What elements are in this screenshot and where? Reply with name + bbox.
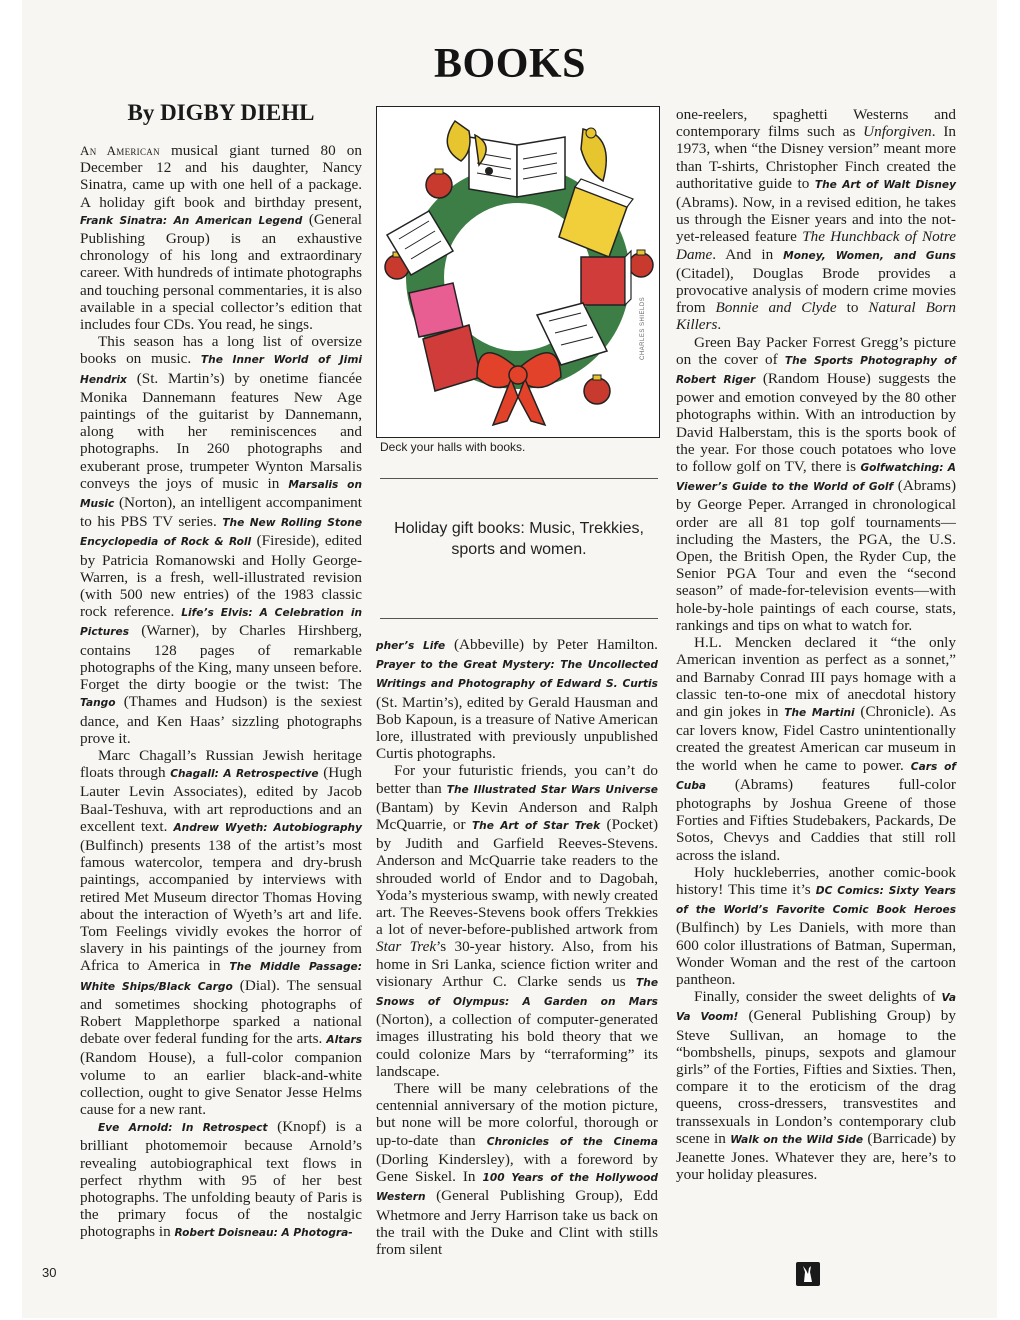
article-paragraph: one-reelers, spaghetti Westerns and contemporary films such as Unforgiven. In 1973, when “the Disney version” meant more than T-shirts, Christopher Finch created the authoritative guide to The Art of Walt Disney (Abrams). Now, in a revised edition, he takes us through the Eisner years and into the not-yet-released feature The Hunchback of Notre Dame. And in Money, Women, and Guns (Citadel), Douglas Brode provides a provocative analysis of modern crime movies from Bonnie and Clyde to Natural Born Killers.: [676, 106, 956, 334]
article-paragraph: For your futuristic friends, you can’t do better than The Illustrated Star Wars Universe (Bantam) by Kevin Anderson and Ralph McQuarrie, or The Art of Star Trek (Pocket) by Judith and Garfield Reeves-Stevens. Anderson and McQuarrie take readers to the shrouded world of Endor and to Dagobah, Yoda’s mysterious swamp, with newly created art. The Reeves-Stevens book offers Trekkies a lot of never-before-published artwork from Star Trek’s 30-year history. Also, from his home in Sri Lanka, science fiction writer and visionary Arthur C. Clarke sends us The Snows of Olympus: A Garden on Mars (Norton), a collection of computer-generated images illustrating his bold theory that we could colonize Mars by “terraforming” its landscape.: [376, 762, 659, 1080]
pull-quote-rule-top: [380, 478, 658, 479]
illustration-credit: CHARLES SHIELDS: [640, 296, 646, 360]
article-paragraph: There will be many celebrations of the centennial anniversary of the motion picture, but none will be more colorful, thorough or up-to-date than Chronicles of the Cinema (Dorling Kindersley), with a foreword by Gene Siskel. In 100 Years of the Hollywood Western (General Publishing Group), Edd Whetmore and Jerry Harrison take us back on the trail with the Duke and Clint with stills from silent: [376, 1080, 659, 1258]
article-paragraph: Marc Chagall’s Russian Jewish heritage floats through Chagall: A Retrospective (Hugh Lauter Levin Associates), edited by Jacob Baal-Teshuva, with art reproductions and an excellent text. Andrew Wyeth: Autobiography (Bulfinch) presents 138 of the artist’s most famous watercolor, tempera and dry-brush paintings, accompanied by interviews with retired Met Museum director Thomas Hoving about the interaction of Wyeth’s art and life. Tom Feelings vividly evokes the horror of slavery in his paintings of the journey from Africa to America in The Middle Passage: White Ships/Black Cargo (Dial). The sensual and sometimes shocking photographs of Robert Mapplethorpe sparked a national debate over federal funding for the arts. Altars (Random House), a full-color companion volume to an earlier black-and-white collection, ought to give Senator Jesse Helms cause for a new rant.: [80, 746, 363, 1118]
article-paragraph: H.L. Mencken declared it “the only American invention as perfect as a sonnet,” and Barnaby Conrad III pays homage with a classic ten-to-one mix of anecdotal history and gin jokes in The Martini (Chronicle). As car lovers know, Fidel Castro unintentionally created the greatest American car museum in the world when he came to power. Cars of Cuba (Abrams) features full-color photographs by Joshua Greene of those Forties and Fifties Studebakers, Packards, De Sotos, Chevys and Caddies that still roll across the island.: [676, 634, 957, 864]
article-paragraph: pher’s Life (Abbeville) by Peter Hamilton. Prayer to the Great Mystery: The Uncollected Writings and Photography of Edward S. Curtis (St. Martin’s), edited by Gerald Hausman and Bob Kapoun, is a treasure of Native American lore, illustrated with previously unpublished Curtis photographs.: [376, 636, 658, 763]
article-column-3: [676, 106, 956, 1183]
book-red-right: [581, 251, 631, 305]
wreath-drawing: [377, 107, 659, 437]
article-paragraph: Finally, consider the sweet delights of Va Va Voom! (General Publishing Group) by Steve Sullivan, an homage to the “bombshells, pinups, sexpots and glamour girls” of the Forties, Fifties and Sixties. Then, compare it to the eroticism of the drag queens, cross-dressers, transvestites and transsexuals in London’s contemporary club scene in Walk on the Wild Side (Barricade) by Jeanette Jones. Whatever they are, here’s to your holiday pleasures.: [676, 988, 957, 1184]
illustration-caption: Deck your halls with books.: [380, 440, 526, 454]
byline: By DIGBY DIEHL: [127, 100, 315, 125]
article-column-1: [80, 142, 362, 1243]
ornament-right: [629, 250, 653, 277]
pull-quote: Holiday gift books: Music, Trekkies, sports and women.: [394, 520, 644, 558]
bunny-end-mark-icon: [796, 1262, 820, 1286]
article-paragraph: This season has a long list of oversize books on music. The Inner World of Jimi Hendrix (St. Martin’s) by onetime fiancée Monika Dannemann features New Age paintings of the guitarist by Dannemann, along with her reminiscences and photographs. In 260 photographs and exuberant prose, trumpeter Wynton Marsalis conveys the joys of music in Marsalis on Music (Norton), an intelligent accompaniment to his PBS TV series. The New Rolling Stone Encyclopedia of Rock & Roll (Fireside), edited by Patricia Romanowski and Holly George-Warren, is a fresh, well-illustrated revision (with 500 new entries) of the 1983 classic rock reference. Life’s Elvis: A Celebration in Pictures (Warner), by Charles Hirshberg, contains 128 pages of remarkable photographs of the King, many unseen before. Forget the dirty boogie or the twist: The Tango (Thames and Hudson) is the sexiest dance, and Ken Haas’ sizzling photographs prove it.: [80, 333, 363, 747]
article-column-2: [376, 636, 658, 1258]
article-paragraph: An American musical giant turned 80 on December 12 and his daughter, Nancy Sinatra, came up with one hell of a package. A holiday gift book and birthday present, Frank Sinatra: An American Legend (General Publishing Group) is an exhaustive chronology of his long and extraordinary career. With hundreds of intimate photographs and touching personal commentaries, it is also available in a special collector’s edition that includes four CDs. You read, he sings.: [80, 142, 362, 334]
ornament-top-left: [426, 169, 452, 198]
bird-right: [581, 128, 606, 181]
article-paragraph: Eve Arnold: In Retrospect (Knopf) is a brilliant photomemoir because Arnold’s revealing autobiographical text flows in perfect rhythm with 95 of her best photographs. The unfolding beauty of Paris is the primary focus of the nostalgic photographs in Robert Doisneau: A Photogra-: [80, 1118, 362, 1241]
section-heading: BOOKS: [434, 41, 586, 87]
wreath-illustration: [376, 106, 660, 438]
article-paragraph: Green Bay Packer Forrest Gregg’s picture on the cover of The Sports Photography of Robert Riger (Random House) suggests the power and emotion conveyed by the 80 other photographs within. With an introduction by David Halberstam, this is the sports book of the year. For those couch potatoes who love to follow golf on TV, there is Golfwatching: A Viewer’s Guide to the World of Golf (Abrams) by George Peper. Arranged in chronological order are all 81 top golf tournaments—including the Masters, the PGA, the U.S. Open, the British Open, the Ryder Cup, the Senior PGA Tour and even the “second season” of made-for-television events—with hole-by-hole paintings of each course, stats, rankings and tips on what to watch for.: [676, 333, 957, 634]
page-number: 30: [42, 1265, 57, 1280]
article-paragraph: Holy huckleberries, another comic-book history! This time it’s DC Comics: Sixty Years of the World’s Favorite Comic Book Heroes (Bulfinch) by Les Daniels, with more than 600 color illustrations of Batman, Superman, Wonder Woman and the rest of the cartoon pantheon.: [676, 863, 956, 988]
pull-quote-rule-bottom: [380, 618, 658, 619]
ornament-bottom-right: [584, 375, 610, 404]
